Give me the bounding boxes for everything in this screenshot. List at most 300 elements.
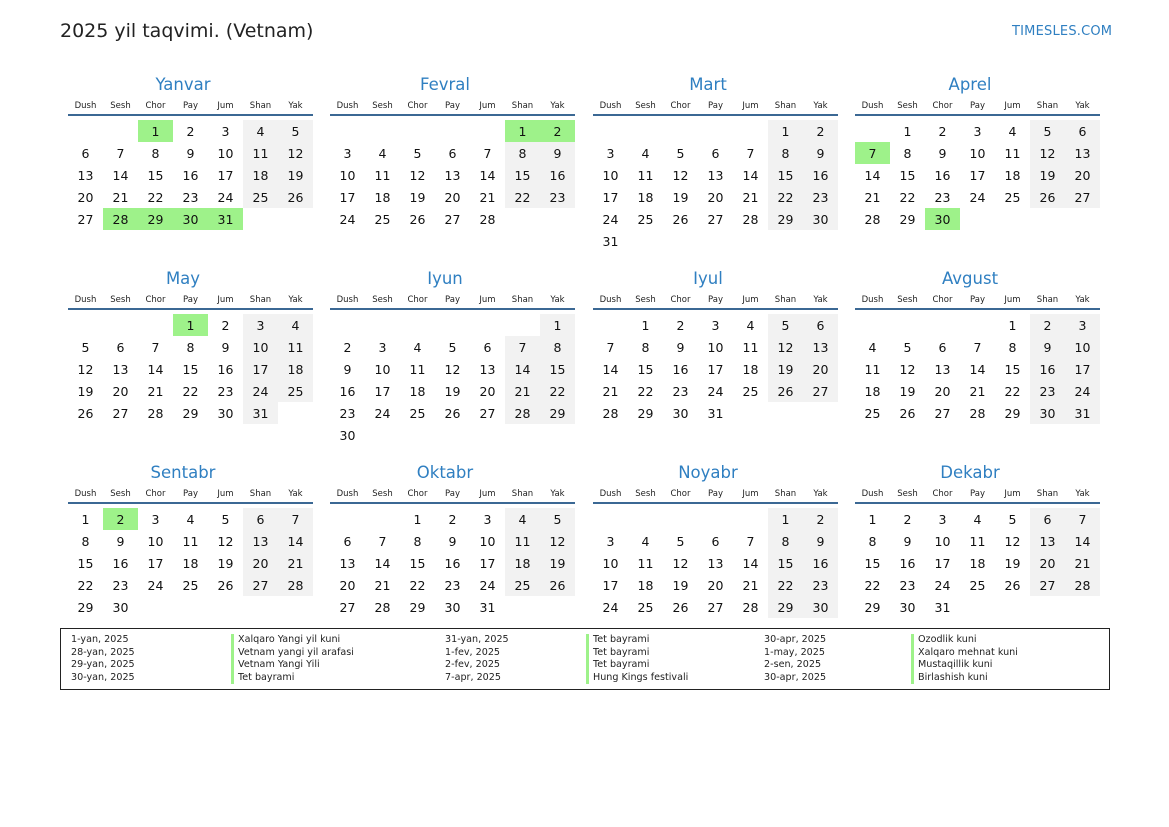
day-cell: 23 <box>217 383 234 399</box>
day-cell: 27 <box>1065 186 1100 208</box>
legend-date: 31-yan, 2025 <box>445 634 509 645</box>
day-cell: 1 <box>81 511 90 527</box>
day-cell: 25 <box>505 574 540 596</box>
legend-holiday-name: Birlashish kuni <box>911 672 1018 685</box>
day-cell: 7 <box>378 533 387 549</box>
weekday-label: Yak <box>1075 489 1090 499</box>
weekday-label: Sesh <box>110 101 131 111</box>
month-name: Mart <box>689 75 727 94</box>
day-cell: 23 <box>899 577 916 593</box>
weekday-label: Chor <box>145 101 166 111</box>
weekday-label: Dush <box>336 489 359 499</box>
weekday-header <box>855 292 1093 308</box>
weekday-label: Sesh <box>897 101 918 111</box>
day-cell: 9 <box>540 142 575 164</box>
day-cell: 15 <box>409 555 426 571</box>
day-cell: 11 <box>505 530 540 552</box>
empty-cell <box>68 120 103 142</box>
header-divider <box>330 308 575 310</box>
day-cell: 22 <box>409 577 426 593</box>
weekday-label: Pay <box>970 489 985 499</box>
header-divider <box>68 502 313 504</box>
day-cell: 7 <box>505 336 540 358</box>
weekday-label: Yak <box>288 489 303 499</box>
legend-holiday-name: Mustaqillik kuni <box>911 659 1018 672</box>
day-cell: 19 <box>1004 555 1021 571</box>
day-cell: 21 <box>969 383 986 399</box>
day-cell: 26 <box>409 211 426 227</box>
day-cell: 13 <box>1030 530 1065 552</box>
day-cell: 8 <box>505 142 540 164</box>
day-cell: 25 <box>637 211 654 227</box>
legend-date: 30-apr, 2025 <box>764 634 827 645</box>
day-cell: 1 <box>413 511 422 527</box>
empty-cell <box>505 314 540 336</box>
holiday-day-cell: 1 <box>173 314 208 336</box>
day-cell: 1 <box>540 314 575 336</box>
weekday-label: Pay <box>445 295 460 305</box>
month-mart <box>585 72 831 252</box>
day-cell: 3 <box>1065 314 1100 336</box>
day-cell: 24 <box>479 577 496 593</box>
weekday-label: Sesh <box>897 489 918 499</box>
month-name: Noyabr <box>678 463 738 482</box>
day-cell: 24 <box>707 383 724 399</box>
day-cell: 12 <box>217 533 234 549</box>
day-cell: 2 <box>803 508 838 530</box>
day-cell: 25 <box>637 599 654 615</box>
header-divider <box>330 502 575 504</box>
empty-cell <box>470 120 505 142</box>
weekday-label: Jum <box>1004 101 1021 111</box>
weekday-label: Pay <box>970 101 985 111</box>
day-cell: 22 <box>768 186 803 208</box>
day-cell: 27 <box>243 574 278 596</box>
day-cell: 7 <box>151 339 160 355</box>
weekday-header <box>593 98 831 114</box>
day-cell: 15 <box>77 555 94 571</box>
month-iyun <box>322 266 568 446</box>
header-divider <box>593 114 838 116</box>
empty-cell <box>103 314 138 336</box>
month-name: Oktabr <box>416 463 474 482</box>
day-cell: 20 <box>934 383 951 399</box>
holiday-day-cell: 31 <box>208 208 243 230</box>
header-divider <box>593 308 838 310</box>
weekday-label: Chor <box>670 101 691 111</box>
weekday-label: Yak <box>288 295 303 305</box>
month-name: Iyun <box>427 269 463 288</box>
day-cell: 12 <box>77 361 94 377</box>
day-cell: 6 <box>803 314 838 336</box>
month-avgust <box>847 266 1093 424</box>
day-cell: 4 <box>505 508 540 530</box>
day-cell: 5 <box>540 508 575 530</box>
day-cell: 8 <box>768 142 803 164</box>
weekday-label: Jum <box>217 101 234 111</box>
weekday-label: Pay <box>708 101 723 111</box>
day-cell: 6 <box>343 533 352 549</box>
day-cell: 14 <box>864 167 881 183</box>
weekday-label: Dush <box>861 101 884 111</box>
month-name: May <box>165 269 201 288</box>
day-cell: 19 <box>1030 164 1065 186</box>
day-cell: 23 <box>112 577 129 593</box>
day-cell: 28 <box>1065 574 1100 596</box>
day-cell: 4 <box>641 145 650 161</box>
day-cell: 8 <box>151 145 160 161</box>
weekday-header <box>68 98 306 114</box>
day-cell: 10 <box>147 533 164 549</box>
weekday-label: Chor <box>932 295 953 305</box>
weekday-label: Sesh <box>897 295 918 305</box>
weekday-label: Shan <box>774 295 797 305</box>
day-cell: 1 <box>903 123 912 139</box>
day-cell: 24 <box>934 577 951 593</box>
empty-cell <box>925 314 960 336</box>
day-cell: 16 <box>182 167 199 183</box>
day-cell: 30 <box>1030 402 1065 424</box>
weekday-label: Pay <box>445 489 460 499</box>
day-cell: 21 <box>602 383 619 399</box>
legend-date: 30-yan, 2025 <box>71 671 135 683</box>
day-cell: 5 <box>903 339 912 355</box>
weekday-label: Chor <box>145 295 166 305</box>
brand-link[interactable]: TIMESLES.COM <box>1012 24 1113 39</box>
weekday-label: Jum <box>1004 489 1021 499</box>
empty-cell <box>365 120 400 142</box>
day-cell: 11 <box>278 336 313 358</box>
day-cell: 24 <box>147 577 164 593</box>
weekday-label: Shan <box>511 101 534 111</box>
day-cell: 6 <box>448 145 457 161</box>
day-cell: 30 <box>899 599 916 615</box>
day-cell: 23 <box>803 186 838 208</box>
day-cell: 3 <box>378 339 387 355</box>
month-name: Aprel <box>948 75 992 94</box>
day-cell: 28 <box>505 402 540 424</box>
header-divider <box>855 308 1100 310</box>
day-cell: 28 <box>147 405 164 421</box>
weekday-label: Shan <box>1036 295 1059 305</box>
weekday-label: Jum <box>217 295 234 305</box>
day-cell: 20 <box>479 383 496 399</box>
day-cell: 20 <box>1030 552 1065 574</box>
day-cell: 13 <box>934 361 951 377</box>
legend-name-column <box>911 634 1018 684</box>
day-cell: 8 <box>81 533 90 549</box>
day-cell: 21 <box>505 380 540 402</box>
day-cell: 4 <box>278 314 313 336</box>
day-cell: 24 <box>602 599 619 615</box>
weekday-header <box>330 292 568 308</box>
day-cell: 12 <box>1030 142 1065 164</box>
day-cell: 16 <box>934 167 951 183</box>
day-cell: 13 <box>707 555 724 571</box>
day-cell: 8 <box>186 339 195 355</box>
legend-date-column <box>71 634 135 684</box>
day-cell: 31 <box>1065 402 1100 424</box>
day-cell: 20 <box>112 383 129 399</box>
weekday-label: Sesh <box>372 101 393 111</box>
day-cell: 14 <box>112 167 129 183</box>
day-cell: 23 <box>672 383 689 399</box>
day-cell: 29 <box>409 599 426 615</box>
day-cell: 9 <box>903 533 912 549</box>
weekday-label: Yak <box>1075 101 1090 111</box>
day-cell: 6 <box>938 339 947 355</box>
day-cell: 22 <box>899 189 916 205</box>
legend-holiday-name: Xalqaro mehnat kuni <box>911 647 1018 660</box>
day-cell: 21 <box>374 577 391 593</box>
empty-cell <box>365 508 400 530</box>
month-name: Sentabr <box>150 463 216 482</box>
day-cell: 3 <box>151 511 160 527</box>
day-cell: 14 <box>147 361 164 377</box>
day-cell: 20 <box>707 577 724 593</box>
day-cell: 4 <box>413 339 422 355</box>
day-cell: 16 <box>339 383 356 399</box>
day-cell: 21 <box>147 383 164 399</box>
day-cell: 15 <box>768 552 803 574</box>
day-cell: 19 <box>217 555 234 571</box>
day-cell: 29 <box>1004 405 1021 421</box>
day-cell: 14 <box>374 555 391 571</box>
day-cell: 25 <box>409 405 426 421</box>
legend-date: 28-yan, 2025 <box>71 646 135 658</box>
day-cell: 20 <box>243 552 278 574</box>
day-cell: 10 <box>374 361 391 377</box>
weekday-label: Shan <box>774 101 797 111</box>
weekday-label: Sesh <box>635 295 656 305</box>
day-cell: 18 <box>182 555 199 571</box>
weekday-label: Pay <box>708 295 723 305</box>
day-cell: 18 <box>742 361 759 377</box>
day-grid <box>330 508 568 618</box>
weekday-label: Shan <box>511 489 534 499</box>
day-cell: 3 <box>973 123 982 139</box>
day-cell: 18 <box>278 358 313 380</box>
empty-cell <box>855 120 890 142</box>
day-cell: 20 <box>803 358 838 380</box>
day-cell: 26 <box>444 405 461 421</box>
day-cell: 21 <box>864 189 881 205</box>
day-cell: 27 <box>479 405 496 421</box>
day-cell: 3 <box>606 145 615 161</box>
empty-cell <box>698 120 733 142</box>
month-noyabr <box>585 460 831 618</box>
empty-cell <box>733 120 768 142</box>
day-cell: 10 <box>934 533 951 549</box>
weekday-header <box>855 98 1093 114</box>
day-cell: 3 <box>221 123 230 139</box>
month-iyul <box>585 266 831 424</box>
month-name: Yanvar <box>155 75 211 94</box>
weekday-label: Chor <box>407 489 428 499</box>
day-cell: 14 <box>278 530 313 552</box>
day-cell: 25 <box>243 186 278 208</box>
day-cell: 15 <box>540 358 575 380</box>
day-grid <box>593 314 831 424</box>
weekday-label: Pay <box>445 101 460 111</box>
day-cell: 10 <box>479 533 496 549</box>
day-cell: 24 <box>969 189 986 205</box>
weekday-label: Dush <box>74 101 97 111</box>
weekday-label: Sesh <box>372 295 393 305</box>
weekday-label: Chor <box>407 295 428 305</box>
day-cell: 30 <box>672 405 689 421</box>
day-cell: 2 <box>343 339 352 355</box>
weekday-label: Yak <box>813 101 828 111</box>
day-cell: 3 <box>711 317 720 333</box>
day-cell: 24 <box>243 380 278 402</box>
day-cell: 8 <box>868 533 877 549</box>
weekday-label: Dush <box>599 295 622 305</box>
day-cell: 4 <box>1008 123 1017 139</box>
legend-date: 1-fev, 2025 <box>445 646 501 658</box>
holiday-day-cell: 30 <box>173 208 208 230</box>
day-cell: 5 <box>676 145 685 161</box>
day-cell: 19 <box>444 383 461 399</box>
weekday-header <box>593 486 831 502</box>
day-cell: 7 <box>278 508 313 530</box>
day-cell: 26 <box>768 380 803 402</box>
day-cell: 28 <box>479 211 496 227</box>
page-title: 2025 yil taqvimi. (Vetnam) <box>60 20 314 42</box>
day-cell: 10 <box>243 336 278 358</box>
weekday-label: Dush <box>74 489 97 499</box>
day-cell: 28 <box>969 405 986 421</box>
day-cell: 13 <box>444 167 461 183</box>
day-cell: 8 <box>1008 339 1017 355</box>
day-cell: 5 <box>768 314 803 336</box>
day-cell: 5 <box>1030 120 1065 142</box>
day-cell: 7 <box>746 533 755 549</box>
empty-cell <box>330 508 365 530</box>
day-cell: 26 <box>1030 186 1065 208</box>
day-cell: 26 <box>77 405 94 421</box>
month-sentabr <box>60 460 306 618</box>
day-grid <box>68 314 306 424</box>
day-cell: 17 <box>602 577 619 593</box>
day-cell: 3 <box>606 533 615 549</box>
day-cell: 6 <box>1030 508 1065 530</box>
day-cell: 13 <box>339 555 356 571</box>
weekday-label: Sesh <box>372 489 393 499</box>
day-cell: 18 <box>637 577 654 593</box>
day-cell: 18 <box>505 552 540 574</box>
day-cell: 11 <box>864 361 881 377</box>
header-divider <box>68 114 313 116</box>
legend-date: 2-fev, 2025 <box>445 659 501 670</box>
day-cell: 13 <box>112 361 129 377</box>
weekday-label: Jum <box>1004 295 1021 305</box>
day-cell: 24 <box>217 189 234 205</box>
day-cell: 8 <box>641 339 650 355</box>
day-cell: 10 <box>602 167 619 183</box>
day-cell: 14 <box>969 361 986 377</box>
day-cell: 5 <box>1008 511 1017 527</box>
day-cell: 12 <box>409 167 426 183</box>
day-cell: 7 <box>973 339 982 355</box>
day-cell: 12 <box>768 336 803 358</box>
day-cell: 1 <box>768 508 803 530</box>
day-cell: 7 <box>1065 508 1100 530</box>
weekday-label: Shan <box>1036 101 1059 111</box>
day-cell: 17 <box>479 555 496 571</box>
day-cell: 22 <box>1004 383 1021 399</box>
header-divider <box>855 114 1100 116</box>
day-cell: 15 <box>637 361 654 377</box>
day-cell: 22 <box>768 574 803 596</box>
day-cell: 21 <box>742 189 759 205</box>
day-cell: 30 <box>444 599 461 615</box>
weekday-label: Dush <box>861 295 884 305</box>
day-cell: 26 <box>217 577 234 593</box>
day-cell: 28 <box>278 574 313 596</box>
empty-cell <box>698 508 733 530</box>
holiday-day-cell: 28 <box>103 208 138 230</box>
day-cell: 11 <box>969 533 986 549</box>
day-cell: 12 <box>540 530 575 552</box>
weekday-label: Chor <box>407 101 428 111</box>
day-cell: 23 <box>182 189 199 205</box>
day-cell: 13 <box>243 530 278 552</box>
weekday-label: Dush <box>74 295 97 305</box>
day-cell: 17 <box>707 361 724 377</box>
day-cell: 4 <box>378 145 387 161</box>
day-cell: 7 <box>746 145 755 161</box>
day-cell: 16 <box>1030 358 1065 380</box>
day-cell: 4 <box>641 533 650 549</box>
day-cell: 18 <box>374 189 391 205</box>
day-cell: 25 <box>969 577 986 593</box>
day-cell: 22 <box>77 577 94 593</box>
weekday-label: Dush <box>336 295 359 305</box>
day-cell: 1 <box>641 317 650 333</box>
day-cell: 14 <box>1065 530 1100 552</box>
day-cell: 29 <box>540 402 575 424</box>
weekday-label: Pay <box>183 101 198 111</box>
legend-date: 2-sen, 2025 <box>764 659 822 670</box>
day-cell: 8 <box>540 336 575 358</box>
weekday-label: Yak <box>1075 295 1090 305</box>
day-cell: 25 <box>374 211 391 227</box>
weekday-label: Chor <box>670 489 691 499</box>
day-cell: 4 <box>973 511 982 527</box>
weekday-label: Shan <box>249 101 272 111</box>
weekday-label: Shan <box>511 295 534 305</box>
day-grid <box>330 120 568 230</box>
empty-cell <box>400 120 435 142</box>
day-cell: 17 <box>934 555 951 571</box>
weekday-label: Shan <box>249 489 272 499</box>
holiday-day-cell: 2 <box>103 508 138 530</box>
day-cell: 2 <box>938 123 947 139</box>
legend-date-column <box>764 634 826 684</box>
day-cell: 8 <box>413 533 422 549</box>
day-cell: 5 <box>448 339 457 355</box>
legend-date: 30-apr, 2025 <box>764 671 827 683</box>
day-cell: 25 <box>182 577 199 593</box>
weekday-label: Jum <box>479 489 496 499</box>
day-cell: 20 <box>77 189 94 205</box>
legend-holiday-name: Vetnam Yangi Yili <box>231 659 354 672</box>
day-cell: 24 <box>339 211 356 227</box>
weekday-label: Sesh <box>635 489 656 499</box>
empty-cell <box>103 120 138 142</box>
weekday-label: Yak <box>550 101 565 111</box>
